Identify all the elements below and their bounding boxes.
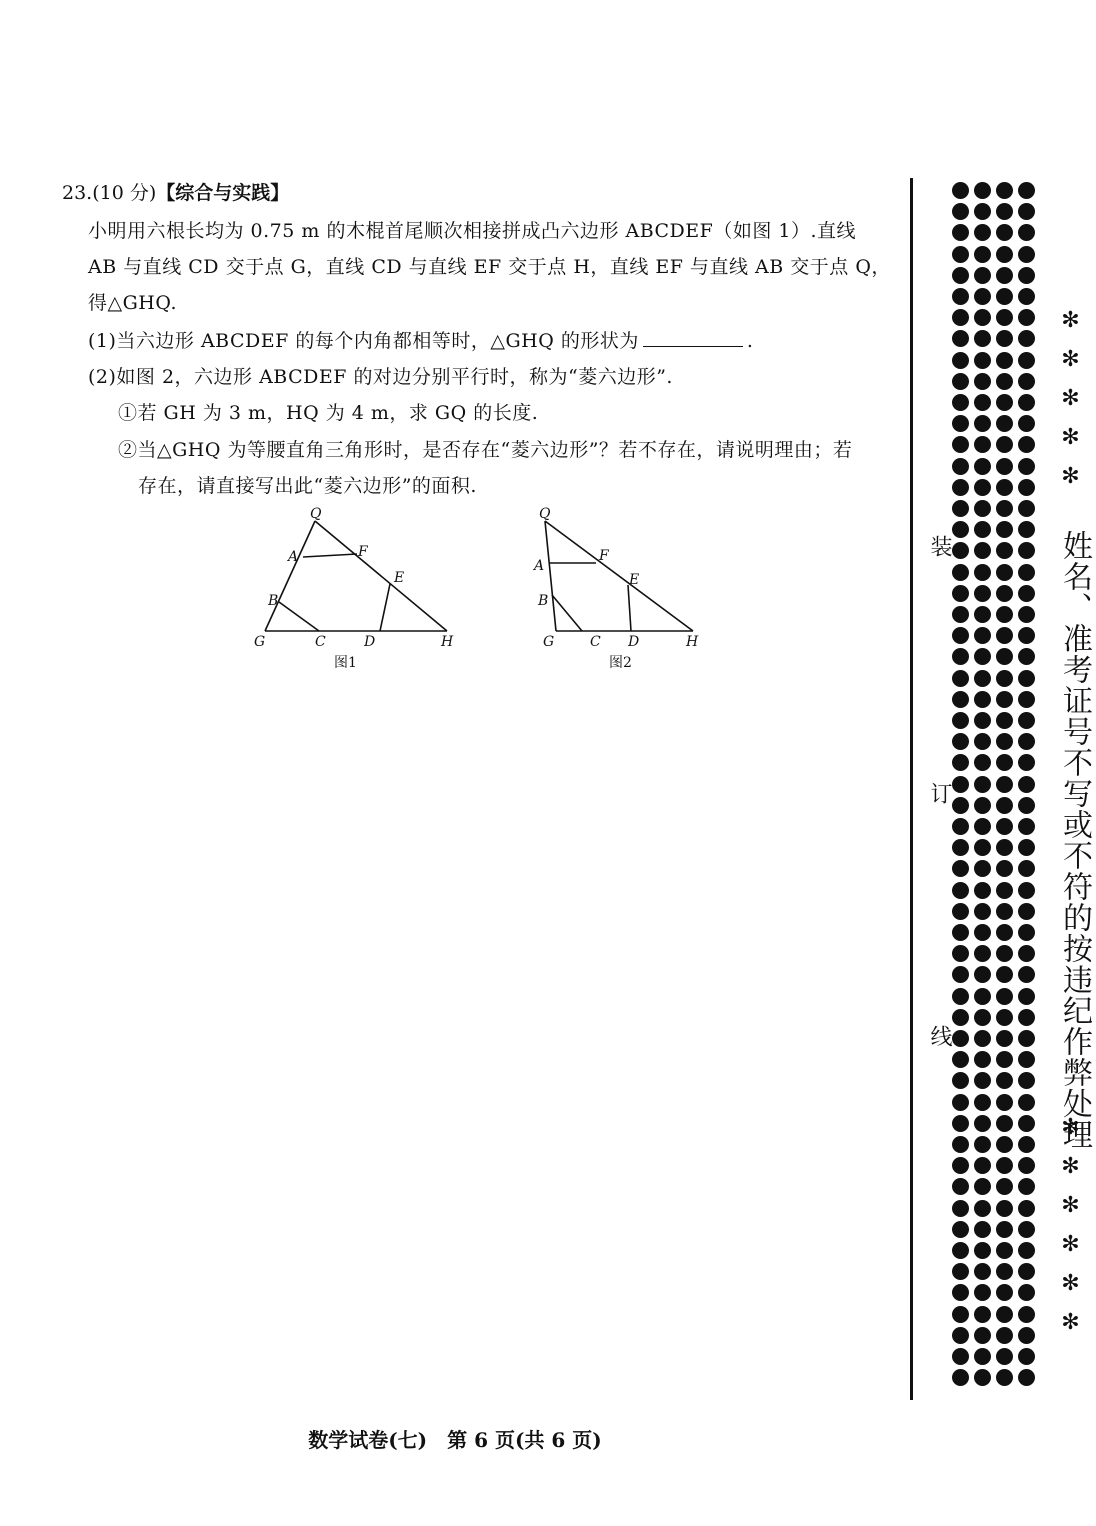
binding-dot (996, 1009, 1013, 1026)
binding-dot (1018, 1072, 1035, 1089)
binding-dot (974, 1369, 991, 1386)
binding-dot (1018, 1009, 1035, 1026)
binding-dot (996, 479, 1013, 496)
binding-dot (1018, 966, 1035, 983)
label-G: G (254, 634, 266, 650)
intro-line-3: 得△GHQ. (88, 292, 178, 314)
binding-dot (996, 818, 1013, 835)
binding-dot (996, 458, 1013, 475)
binding-dot (952, 988, 969, 1005)
binding-dot (1018, 606, 1035, 623)
binding-dot (974, 945, 991, 962)
binding-dot (974, 500, 991, 517)
segment-AF (303, 554, 357, 557)
binding-dot (1018, 648, 1035, 665)
binding-dot (952, 500, 969, 517)
binding-dot (974, 691, 991, 708)
binding-dot (996, 1072, 1013, 1089)
binding-dot (974, 436, 991, 453)
part-2: (2)如图 2，六边形 ABCDEF 的对边分别平行时，称为“菱六边形”. (88, 366, 673, 388)
binding-dot (996, 330, 1013, 347)
binding-dot (952, 1157, 969, 1174)
binding-dot (1018, 564, 1035, 581)
binding-dot (974, 1242, 991, 1259)
binding-dot (952, 1369, 969, 1386)
binding-dot (1018, 1115, 1035, 1132)
label-E: E (394, 570, 405, 586)
binding-dot (974, 330, 991, 347)
binding-dot (974, 415, 991, 432)
segment-ED (628, 585, 631, 631)
binding-dot (952, 712, 969, 729)
binding-dot (974, 203, 991, 220)
intro-line-2: AB 与直线 CD 交于点 G，直线 CD 与直线 EF 交于点 H，直线 EF 与直线 AB 交于点 Q， (88, 256, 891, 278)
binding-dot (996, 1306, 1013, 1323)
binding-dot (1018, 712, 1035, 729)
binding-dot (1018, 1030, 1035, 1047)
binding-dot (974, 797, 991, 814)
binding-dot (996, 839, 1013, 856)
binding-dot (974, 1284, 991, 1301)
binding-dot (952, 882, 969, 899)
binding-dot (1018, 1136, 1035, 1153)
binding-dot (996, 903, 1013, 920)
binding-dot (974, 606, 991, 623)
binding-dot (974, 648, 991, 665)
binding-dot (1018, 458, 1035, 475)
binding-dot (974, 839, 991, 856)
binding-dot (974, 1157, 991, 1174)
binding-dot (996, 542, 1013, 559)
part-2-2-line-2: 存在，请直接写出此“菱六边形”的面积. (138, 475, 477, 497)
binding-dot (996, 1136, 1013, 1153)
part-1-end: . (746, 330, 754, 352)
binding-dot (952, 1348, 969, 1365)
binding-dot (974, 1136, 991, 1153)
binding-dot (974, 479, 991, 496)
label-B: B (538, 593, 549, 609)
binding-dot (996, 182, 1013, 199)
binding-dot (1018, 585, 1035, 602)
binding-dot (1018, 330, 1035, 347)
binding-dot (974, 1072, 991, 1089)
binding-dot (952, 691, 969, 708)
part-2-2-line-1: ②当△GHQ 为等腰直角三角形时，是否存在“菱六边形”？若不存在，请说明理由；若 (118, 439, 853, 461)
binding-dot (952, 203, 969, 220)
binding-dot (952, 818, 969, 835)
binding-dot (952, 479, 969, 496)
binding-dot (974, 352, 991, 369)
binding-dot (974, 1178, 991, 1195)
binding-dot (952, 182, 969, 199)
label-G: G (543, 634, 555, 650)
binding-dot (952, 330, 969, 347)
binding-dot (996, 1327, 1013, 1344)
binding-dot (1018, 309, 1035, 326)
label-A: A (534, 558, 545, 574)
binding-dot (996, 670, 1013, 687)
binding-dot (952, 585, 969, 602)
binding-dot (974, 542, 991, 559)
binding-dot (952, 1263, 969, 1280)
binding-dot (996, 627, 1013, 644)
binding-dot (952, 606, 969, 623)
binding-dot (996, 246, 1013, 263)
binding-dot (952, 224, 969, 241)
binding-dot (1018, 1284, 1035, 1301)
binding-dot (1018, 924, 1035, 941)
binding-dot (974, 924, 991, 941)
binding-dot (952, 860, 969, 877)
line-QG (545, 521, 556, 631)
segment-BC (552, 595, 582, 631)
binding-dot (996, 1369, 1013, 1386)
binding-dot (996, 648, 1013, 665)
binding-dot (974, 585, 991, 602)
binding-line (910, 178, 913, 1400)
binding-dot (996, 1157, 1013, 1174)
binding-dot (1018, 521, 1035, 538)
binding-dot (974, 394, 991, 411)
binding-dot (952, 458, 969, 475)
binding-dot (1018, 479, 1035, 496)
label-Q: Q (310, 506, 322, 522)
binding-dot (1018, 754, 1035, 771)
binding-dot (952, 1072, 969, 1089)
binding-dot (952, 627, 969, 644)
binding-dot (1018, 776, 1035, 793)
binding-notice: 姓名、准考证号不写或不符的按违纪作弊处理 (1057, 530, 1092, 1150)
binding-dot (996, 564, 1013, 581)
binding-dot (974, 182, 991, 199)
label-H: H (441, 634, 454, 650)
binding-dot (952, 1094, 969, 1111)
question-tag: 【综合与实践】 (156, 182, 290, 204)
binding-dot (952, 309, 969, 326)
star-column-top: ✻✻✻✻✻ (1058, 308, 1083, 503)
binding-dot (996, 1115, 1013, 1132)
binding-dot (1018, 1051, 1035, 1068)
binding-dot (996, 945, 1013, 962)
binding-dot (1018, 267, 1035, 284)
binding-dot (952, 1051, 969, 1068)
binding-dot (952, 415, 969, 432)
label-C: C (315, 634, 326, 650)
segment-ED (380, 584, 390, 631)
binding-dot (974, 1200, 991, 1217)
binding-dot (974, 1348, 991, 1365)
binding-dot (974, 1094, 991, 1111)
binding-dot (952, 267, 969, 284)
binding-dot (1018, 627, 1035, 644)
binding-dot (996, 1051, 1013, 1068)
binding-dot (974, 1030, 991, 1047)
binding-dot (974, 1306, 991, 1323)
question-header (62, 178, 289, 205)
binding-dot (996, 309, 1013, 326)
binding-dot (1018, 988, 1035, 1005)
binding-dot (996, 860, 1013, 877)
binding-dot (974, 1115, 991, 1132)
binding-dot (996, 352, 1013, 369)
binding-dot (1018, 1094, 1035, 1111)
binding-dot (952, 394, 969, 411)
binding-dot (996, 966, 1013, 983)
binding-dots (952, 182, 1042, 1400)
binding-dot (952, 1178, 969, 1195)
binding-dot (1018, 224, 1035, 241)
binding-dot (952, 1200, 969, 1217)
binding-dot (1018, 182, 1035, 199)
label-A: A (288, 549, 299, 565)
binding-dot (1018, 945, 1035, 962)
binding-dot (952, 1284, 969, 1301)
binding-dot (952, 754, 969, 771)
binding-dot (996, 1284, 1013, 1301)
label-H: H (686, 634, 699, 650)
binding-dot (996, 733, 1013, 750)
binding-dot (1018, 860, 1035, 877)
binding-dot (952, 839, 969, 856)
binding-dot (996, 797, 1013, 814)
binding-dot (974, 1327, 991, 1344)
label-Q: Q (539, 506, 551, 522)
answer-blank[interactable] (643, 328, 743, 347)
binding-dot (1018, 1221, 1035, 1238)
binding-dot (952, 648, 969, 665)
binding-dot (996, 394, 1013, 411)
binding-dot (1018, 500, 1035, 517)
binding-dot (952, 945, 969, 962)
binding-dot (952, 670, 969, 687)
binding-dot (974, 903, 991, 920)
binding-dot (974, 1051, 991, 1068)
binding-dot (996, 1221, 1013, 1238)
figure-1-caption: 图1 (334, 655, 357, 671)
binding-dot (974, 309, 991, 326)
binding-dot (974, 564, 991, 581)
binding-dot (952, 903, 969, 920)
binding-dot (996, 1242, 1013, 1259)
binding-dot (996, 500, 1013, 517)
binding-dot (974, 776, 991, 793)
binding-dot (996, 203, 1013, 220)
binding-dot (974, 818, 991, 835)
line-QH (315, 521, 447, 631)
binding-dot (996, 1263, 1013, 1280)
binding-char-xian: 线 (927, 1025, 952, 1047)
binding-dot (996, 924, 1013, 941)
binding-dot (1018, 733, 1035, 750)
binding-dot (1018, 691, 1035, 708)
binding-dot (1018, 373, 1035, 390)
binding-dot (974, 1263, 991, 1280)
binding-dot (974, 373, 991, 390)
binding-dot (996, 1030, 1013, 1047)
binding-dot (1018, 415, 1035, 432)
binding-dot (974, 458, 991, 475)
binding-dot (952, 1221, 969, 1238)
binding-dot (996, 415, 1013, 432)
binding-dot (974, 224, 991, 241)
binding-dot (952, 966, 969, 983)
binding-dot (996, 712, 1013, 729)
binding-dot (996, 267, 1013, 284)
intro-line-1: 小明用六根长均为 0.75 m 的木棍首尾顺次相接拼成凸六边形 ABCDEF（如图 1）.直线 (88, 220, 857, 242)
binding-dot (974, 627, 991, 644)
binding-dot (1018, 246, 1035, 263)
binding-dot (1018, 1200, 1035, 1217)
label-F: F (599, 548, 609, 564)
binding-dot (952, 373, 969, 390)
binding-dot (974, 670, 991, 687)
binding-dot (952, 352, 969, 369)
binding-dot (1018, 903, 1035, 920)
binding-dot (974, 288, 991, 305)
binding-dot (996, 776, 1013, 793)
binding-dot (1018, 1369, 1035, 1386)
binding-dot (952, 1242, 969, 1259)
segment-BC (279, 602, 319, 631)
binding-dot (1018, 203, 1035, 220)
binding-dot (974, 882, 991, 899)
binding-dot (952, 436, 969, 453)
binding-dot (996, 1178, 1013, 1195)
binding-dot (974, 754, 991, 771)
binding-dot (952, 733, 969, 750)
binding-dot (1018, 1178, 1035, 1195)
binding-dot (974, 733, 991, 750)
binding-dot (1018, 542, 1035, 559)
label-B: B (268, 593, 279, 609)
question-number-score: 23.(10 分) (62, 182, 157, 204)
label-C: C (590, 634, 601, 650)
star-column-bottom: ✻✻✻✻✻✻ (1058, 1115, 1083, 1349)
binding-dot (952, 1009, 969, 1026)
binding-dot (996, 754, 1013, 771)
binding-dot (1018, 394, 1035, 411)
binding-dot (1018, 882, 1035, 899)
binding-dot (1018, 1306, 1035, 1323)
page-footer: 数学试卷(七) 第 6 页(共 6 页) (308, 1428, 602, 1452)
figure-2-caption: 图2 (609, 655, 632, 671)
binding-dot (974, 712, 991, 729)
binding-dot (1018, 1263, 1035, 1280)
binding-dot (974, 1221, 991, 1238)
figure-1 (240, 500, 480, 675)
label-D: D (628, 634, 640, 650)
binding-dot (1018, 797, 1035, 814)
binding-dot (1018, 1242, 1035, 1259)
part-2-1: ①若 GH 为 3 m，HQ 为 4 m，求 GQ 的长度. (118, 402, 539, 424)
binding-dot (952, 1306, 969, 1323)
binding-dot (996, 882, 1013, 899)
binding-dot (952, 564, 969, 581)
part-1-text: (1)当六边形 ABCDEF 的每个内角都相等时，△GHQ 的形状为 (88, 330, 639, 352)
binding-dot (952, 246, 969, 263)
binding-dot (996, 436, 1013, 453)
binding-dot (974, 521, 991, 538)
binding-char-zhuang: 装 (927, 535, 952, 557)
binding-dot (1018, 1348, 1035, 1365)
label-E: E (629, 572, 640, 588)
binding-char-ding: 订 (927, 782, 952, 804)
binding-dot (996, 288, 1013, 305)
label-D: D (364, 634, 376, 650)
binding-dot (996, 1200, 1013, 1217)
binding-dot (1018, 352, 1035, 369)
binding-dot (996, 1094, 1013, 1111)
line-QH (545, 521, 693, 631)
binding-dot (996, 521, 1013, 538)
figure-2 (525, 500, 725, 675)
binding-dot (952, 288, 969, 305)
binding-dot (996, 606, 1013, 623)
binding-dot (974, 267, 991, 284)
binding-dot (996, 373, 1013, 390)
binding-dot (1018, 1327, 1035, 1344)
part-1 (88, 326, 753, 353)
binding-dot (1018, 1157, 1035, 1174)
line-QG (265, 521, 315, 631)
binding-dot (996, 691, 1013, 708)
binding-dot (996, 988, 1013, 1005)
binding-dot (1018, 839, 1035, 856)
binding-dot (974, 1009, 991, 1026)
binding-dot (952, 1136, 969, 1153)
binding-dot (974, 966, 991, 983)
binding-dot (974, 988, 991, 1005)
binding-dot (974, 860, 991, 877)
binding-dot (996, 585, 1013, 602)
binding-dot (996, 224, 1013, 241)
binding-dot (996, 1348, 1013, 1365)
binding-dot (974, 246, 991, 263)
binding-dot (952, 1327, 969, 1344)
binding-dot (1018, 818, 1035, 835)
binding-dot (952, 1115, 969, 1132)
binding-dot (1018, 288, 1035, 305)
binding-dot (1018, 436, 1035, 453)
binding-dot (952, 924, 969, 941)
label-F: F (358, 544, 368, 560)
binding-dot (1018, 670, 1035, 687)
